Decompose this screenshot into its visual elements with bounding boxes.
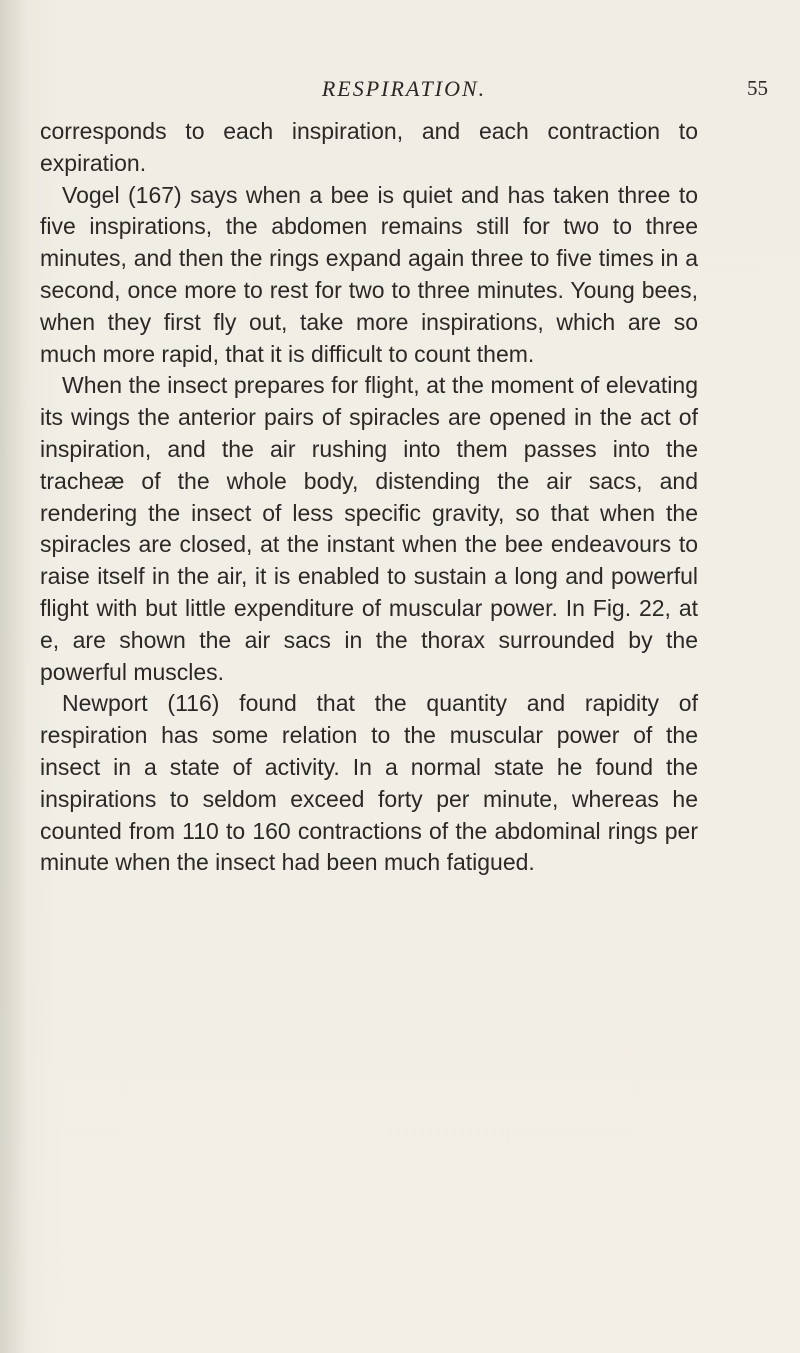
body-text [40,116,698,879]
page-number: 55 [747,76,768,100]
running-head [40,76,768,106]
paragraph-vogel: Vogel (167) says when a bee is quiet and has taken three to five inspirations, the abdomen remains still for two to three minutes, and then the rings expand again three to five times in a second, once more to rest for two to three minutes. Young bees, when they first fly out, take more inspirations, which are so much more rapid, that it is difficult to count them. [40,181,698,367]
running-title: RESPIRATION. [321,76,487,101]
paragraph-newport: Newport (116) found that the quantity and rapidity of respiration has some relation to the muscular power of the insect in a state of activity. In a normal state he found the inspirations to seldom exceed forty per minute, whereas he counted from 110 to 160 contractions of the abdominal rings per minute when the insect had been much fatigued. [40,690,698,876]
paragraph-continuation: corresponds to each inspiration, and each contraction to expiration. [40,118,698,176]
paragraph-flight: When the insect prepares for flight, at the moment of elevating its wings the anterior pairs of spiracles are opened in the act of inspiration, and the air rushing into them passes into the tracheæ of the whole body, distending the air sacs, and rendering the insect of less specific gravity, so that when the spiracles are closed, at the instant when the bee endeavours to raise itself in the air, it is enabled to sustain a long and powerful flight with but little expenditure of muscular power. In Fig. 22, at e, are shown the air sacs in the thorax surrounded by the powerful muscles. [40,372,698,685]
